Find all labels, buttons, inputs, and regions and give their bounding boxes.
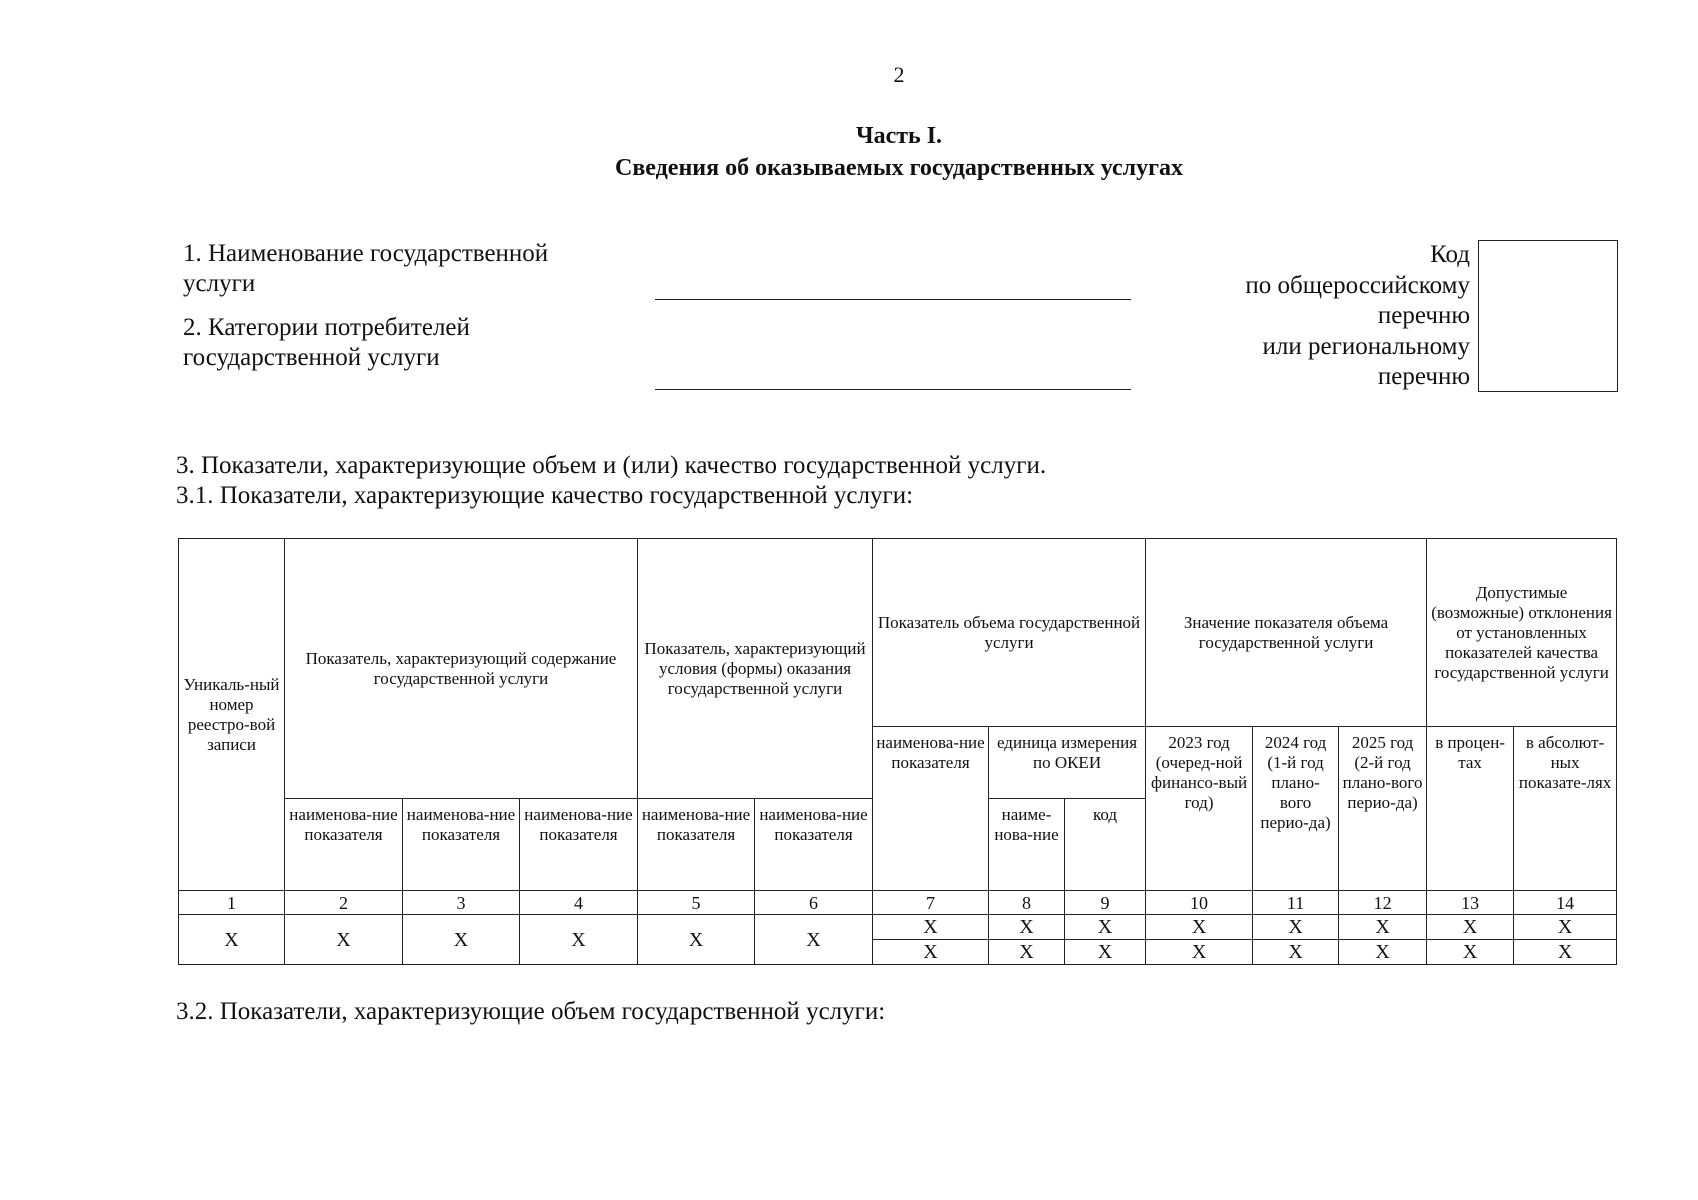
header-conditions-indicator: Показатель, характеризующий условия (формы) оказания государственной услуги xyxy=(638,539,873,799)
table-cell: X xyxy=(989,915,1065,940)
table-cell: X xyxy=(1339,940,1427,965)
table-cell: X xyxy=(1427,915,1514,940)
column-number: 4 xyxy=(520,891,638,915)
service-name-label xyxy=(183,239,623,299)
part-title: Часть I. xyxy=(855,123,943,149)
table-cell: X xyxy=(1065,940,1146,965)
subheader-conditions-name-1: наименова-ние показателя xyxy=(638,799,755,891)
column-number: 14 xyxy=(1514,891,1617,915)
header-content-indicator: Показатель, характеризующий содержание государственной услуги xyxy=(285,539,638,799)
column-number: 12 xyxy=(1339,891,1427,915)
code-box[interactable] xyxy=(1478,240,1618,392)
subheader-unit-code: код xyxy=(1065,799,1146,891)
categories-label xyxy=(183,313,623,373)
code-label-line3: перечню xyxy=(1377,302,1470,329)
page-number: 2 xyxy=(893,62,905,87)
table-cell: X xyxy=(1146,915,1253,940)
subheader-content-name-1: наименова-ние показателя xyxy=(285,799,403,891)
categories-field[interactable] xyxy=(655,389,1131,390)
service-name-label-line2: услуги xyxy=(183,270,256,297)
column-number: 11 xyxy=(1253,891,1339,915)
table-cell: X xyxy=(1514,915,1617,940)
section-3-heading: 3. Показатели, характеризующие объем и (или) качество государственной услуги. xyxy=(176,452,1047,479)
categories-label-line1: 2. Категории потребителей xyxy=(183,314,470,341)
part-subtitle: Сведения об оказываемых государственных услугах xyxy=(615,155,1183,181)
column-number: 2 xyxy=(285,891,403,915)
table-cell: X xyxy=(1253,915,1339,940)
column-number: 3 xyxy=(403,891,520,915)
table-cell: X xyxy=(755,915,873,965)
subheader-content-name-2: наименова-ние показателя xyxy=(403,799,520,891)
subheader-conditions-name-2: наименова-ние показателя xyxy=(755,799,873,891)
header-allowed-deviation: Допустимые (возможные) отклонения от установленных показателей качества государственной услуги xyxy=(1427,539,1617,727)
subheader-unit-name: наиме-нова-ние xyxy=(989,799,1065,891)
table-cell: X xyxy=(1339,915,1427,940)
section-3-2-heading: 3.2. Показатели, характеризующие объем государственной услуги: xyxy=(176,998,886,1025)
table-cell: X xyxy=(873,940,989,965)
subheader-year-2023: 2023 год (очеред-ной финансо-вый год) xyxy=(1146,727,1253,891)
column-number: 6 xyxy=(755,891,873,915)
subheader-content-name-3: наименова-ние показателя xyxy=(520,799,638,891)
code-label-line5: перечню xyxy=(1377,363,1470,390)
subheader-deviation-percent: в процен-тах xyxy=(1427,727,1514,891)
categories-label-line2: государственной услуги xyxy=(183,344,440,371)
code-label xyxy=(1160,240,1470,393)
code-label-line2: по общероссийскому xyxy=(1245,271,1470,299)
column-number: 10 xyxy=(1146,891,1253,915)
section-3-1-heading: 3.1. Показатели, характеризующие качество государственной услуги: xyxy=(176,482,914,509)
table-cell: X xyxy=(1514,940,1617,965)
header-unique-number: Уникаль-ный номер реестро-вой записи xyxy=(179,539,285,891)
column-number: 13 xyxy=(1427,891,1514,915)
subheader-volume-name: наименова-ние показателя xyxy=(873,727,989,891)
subheader-year-2025: 2025 год (2-й год плано-вого перио-да) xyxy=(1339,727,1427,891)
column-number: 9 xyxy=(1065,891,1146,915)
table-cell: X xyxy=(1253,940,1339,965)
service-name-field[interactable] xyxy=(655,299,1131,300)
table-cell: X xyxy=(1146,940,1253,965)
table-cell: X xyxy=(873,915,989,940)
column-number: 1 xyxy=(179,891,285,915)
column-number: 7 xyxy=(873,891,989,915)
document-title xyxy=(0,120,1698,184)
quality-indicators-table xyxy=(178,538,1617,965)
column-number: 5 xyxy=(638,891,755,915)
subheader-unit-okei: единица измерения по ОКЕИ xyxy=(989,727,1146,799)
table-cell: X xyxy=(1427,940,1514,965)
code-label-line4: или региональному xyxy=(1262,332,1470,360)
table-cell: X xyxy=(520,915,638,965)
column-number: 8 xyxy=(989,891,1065,915)
header-volume-value: Значение показателя объема государственной услуги xyxy=(1146,539,1427,727)
table-cell: X xyxy=(989,940,1065,965)
code-label-line1: Код xyxy=(1430,241,1470,268)
table-cell: X xyxy=(285,915,403,965)
header-volume-indicator: Показатель объема государственной услуги xyxy=(873,539,1146,727)
service-name-label-line1: 1. Наименование государственной xyxy=(183,240,549,267)
subheader-year-2024: 2024 год (1-й год плано-вого перио-да) xyxy=(1253,727,1339,891)
table-cell: X xyxy=(403,915,520,965)
subheader-deviation-absolute: в абсолют-ных показате-лях xyxy=(1514,727,1617,891)
table-cell: X xyxy=(1065,915,1146,940)
table-cell: X xyxy=(179,915,285,965)
table-cell: X xyxy=(638,915,755,965)
